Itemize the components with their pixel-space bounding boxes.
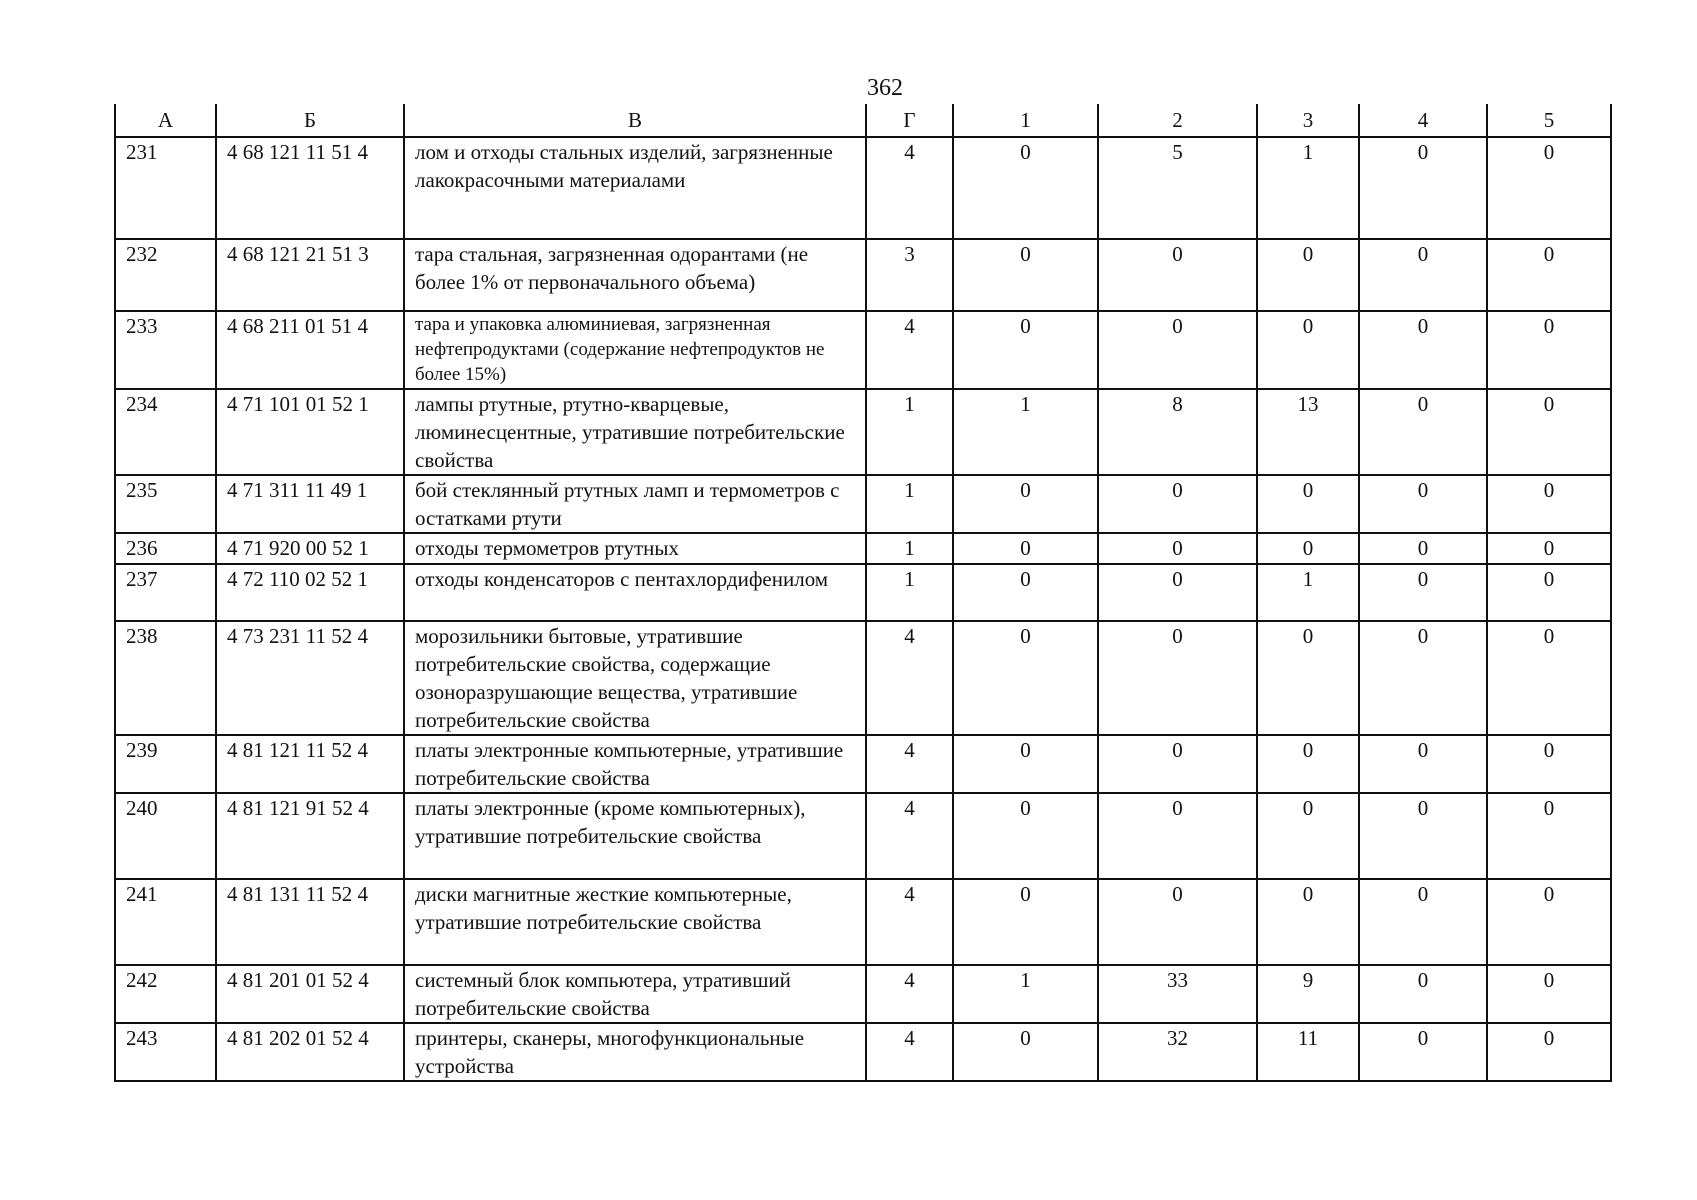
waste-description-cell: тара и упаковка алюминиевая, загрязненная нефтепродуктами (содержание нефтепродуктов не более 15%) bbox=[404, 311, 866, 389]
value-cell-5: 0 bbox=[1487, 533, 1611, 564]
value-cell-4: 0 bbox=[1359, 879, 1487, 965]
waste-description-cell: лампы ртутные, ртутно-кварцевые, люминесцентные, утратившие потребительские свойства bbox=[404, 389, 866, 475]
waste-description-cell: платы электронные компьютерные, утратившие потребительские свойства bbox=[404, 735, 866, 793]
table-row bbox=[115, 239, 1611, 311]
row-number-cell: 243 bbox=[115, 1023, 216, 1081]
column-header-2: 2 bbox=[1098, 104, 1257, 137]
waste-description-cell: морозильники бытовые, утратившие потребительские свойства, содержащие озоноразрушающие вещества, утратившие потребительские свойства bbox=[404, 621, 866, 735]
value-cell-1: 0 bbox=[953, 735, 1098, 793]
value-cell-3: 1 bbox=[1257, 137, 1359, 239]
waste-description-cell: системный блок компьютера, утративший потребительские свойства bbox=[404, 965, 866, 1023]
value-cell-5: 0 bbox=[1487, 475, 1611, 533]
column-header-g: Г bbox=[866, 104, 953, 137]
table-row bbox=[115, 965, 1611, 1023]
waste-code-cell: 4 81 121 91 52 4 bbox=[216, 793, 404, 879]
value-cell-2: 33 bbox=[1098, 965, 1257, 1023]
value-cell-3: 0 bbox=[1257, 475, 1359, 533]
value-cell-3: 13 bbox=[1257, 389, 1359, 475]
value-cell-1: 0 bbox=[953, 239, 1098, 311]
value-cell-3: 1 bbox=[1257, 564, 1359, 621]
waste-code-cell: 4 72 110 02 52 1 bbox=[216, 564, 404, 621]
value-cell-5: 0 bbox=[1487, 564, 1611, 621]
waste-table bbox=[114, 104, 1612, 1082]
value-cell-1: 1 bbox=[953, 389, 1098, 475]
value-cell-2: 0 bbox=[1098, 621, 1257, 735]
column-header-v: В bbox=[404, 104, 866, 137]
hazard-class-cell: 4 bbox=[866, 879, 953, 965]
waste-description-cell: диски магнитные жесткие компьютерные, утратившие потребительские свойства bbox=[404, 879, 866, 965]
waste-description-cell: принтеры, сканеры, многофункциональные устройства bbox=[404, 1023, 866, 1081]
waste-description-cell: бой стеклянный ртутных ламп и термометров с остатками ртути bbox=[404, 475, 866, 533]
value-cell-2: 0 bbox=[1098, 239, 1257, 311]
value-cell-5: 0 bbox=[1487, 735, 1611, 793]
column-header-1: 1 bbox=[953, 104, 1098, 137]
value-cell-5: 0 bbox=[1487, 879, 1611, 965]
value-cell-3: 0 bbox=[1257, 793, 1359, 879]
value-cell-4: 0 bbox=[1359, 239, 1487, 311]
value-cell-3: 0 bbox=[1257, 735, 1359, 793]
waste-code-cell: 4 71 311 11 49 1 bbox=[216, 475, 404, 533]
waste-code-cell: 4 71 101 01 52 1 bbox=[216, 389, 404, 475]
waste-description-cell: тара стальная, загрязненная одорантами (не более 1% от первоначального объема) bbox=[404, 239, 866, 311]
value-cell-1: 0 bbox=[953, 533, 1098, 564]
value-cell-1: 0 bbox=[953, 793, 1098, 879]
table-row bbox=[115, 793, 1611, 879]
table-row bbox=[115, 475, 1611, 533]
column-header-5: 5 bbox=[1487, 104, 1611, 137]
value-cell-2: 0 bbox=[1098, 475, 1257, 533]
value-cell-4: 0 bbox=[1359, 621, 1487, 735]
value-cell-3: 0 bbox=[1257, 311, 1359, 389]
value-cell-5: 0 bbox=[1487, 1023, 1611, 1081]
hazard-class-cell: 4 bbox=[866, 793, 953, 879]
value-cell-1: 0 bbox=[953, 621, 1098, 735]
value-cell-4: 0 bbox=[1359, 1023, 1487, 1081]
value-cell-4: 0 bbox=[1359, 137, 1487, 239]
row-number-cell: 236 bbox=[115, 533, 216, 564]
row-number-cell: 238 bbox=[115, 621, 216, 735]
row-number-cell: 239 bbox=[115, 735, 216, 793]
row-number-cell: 242 bbox=[115, 965, 216, 1023]
row-number-cell: 231 bbox=[115, 137, 216, 239]
value-cell-2: 8 bbox=[1098, 389, 1257, 475]
column-header-4: 4 bbox=[1359, 104, 1487, 137]
table-row bbox=[115, 533, 1611, 564]
table-row bbox=[115, 621, 1611, 735]
row-number-cell: 234 bbox=[115, 389, 216, 475]
value-cell-1: 0 bbox=[953, 475, 1098, 533]
table-row bbox=[115, 879, 1611, 965]
waste-code-cell: 4 71 920 00 52 1 bbox=[216, 533, 404, 564]
value-cell-3: 0 bbox=[1257, 239, 1359, 311]
waste-table-container bbox=[114, 104, 1610, 1082]
value-cell-5: 0 bbox=[1487, 389, 1611, 475]
waste-description-cell: лом и отходы стальных изделий, загрязненные лакокрасочными материалами bbox=[404, 137, 866, 239]
value-cell-3: 0 bbox=[1257, 533, 1359, 564]
waste-code-cell: 4 81 202 01 52 4 bbox=[216, 1023, 404, 1081]
waste-code-cell: 4 68 121 11 51 4 bbox=[216, 137, 404, 239]
column-header-b: Б bbox=[216, 104, 404, 137]
value-cell-2: 5 bbox=[1098, 137, 1257, 239]
value-cell-4: 0 bbox=[1359, 965, 1487, 1023]
value-cell-4: 0 bbox=[1359, 389, 1487, 475]
hazard-class-cell: 4 bbox=[866, 1023, 953, 1081]
hazard-class-cell: 3 bbox=[866, 239, 953, 311]
value-cell-5: 0 bbox=[1487, 137, 1611, 239]
table-row bbox=[115, 137, 1611, 239]
waste-code-cell: 4 81 201 01 52 4 bbox=[216, 965, 404, 1023]
waste-code-cell: 4 68 211 01 51 4 bbox=[216, 311, 404, 389]
value-cell-1: 0 bbox=[953, 879, 1098, 965]
row-number-cell: 237 bbox=[115, 564, 216, 621]
value-cell-4: 0 bbox=[1359, 475, 1487, 533]
value-cell-5: 0 bbox=[1487, 965, 1611, 1023]
row-number-cell: 233 bbox=[115, 311, 216, 389]
value-cell-2: 0 bbox=[1098, 793, 1257, 879]
value-cell-5: 0 bbox=[1487, 311, 1611, 389]
hazard-class-cell: 1 bbox=[866, 564, 953, 621]
value-cell-2: 0 bbox=[1098, 533, 1257, 564]
waste-code-cell: 4 81 121 11 52 4 bbox=[216, 735, 404, 793]
waste-description-cell: платы электронные (кроме компьютерных), утратившие потребительские свойства bbox=[404, 793, 866, 879]
value-cell-3: 11 bbox=[1257, 1023, 1359, 1081]
value-cell-3: 0 bbox=[1257, 879, 1359, 965]
value-cell-4: 0 bbox=[1359, 533, 1487, 564]
waste-code-cell: 4 68 121 21 51 3 bbox=[216, 239, 404, 311]
value-cell-3: 9 bbox=[1257, 965, 1359, 1023]
waste-description-cell: отходы термометров ртутных bbox=[404, 533, 866, 564]
hazard-class-cell: 1 bbox=[866, 475, 953, 533]
row-number-cell: 241 bbox=[115, 879, 216, 965]
value-cell-2: 0 bbox=[1098, 564, 1257, 621]
value-cell-2: 32 bbox=[1098, 1023, 1257, 1081]
value-cell-2: 0 bbox=[1098, 735, 1257, 793]
header-row bbox=[115, 104, 1611, 137]
value-cell-5: 0 bbox=[1487, 621, 1611, 735]
value-cell-4: 0 bbox=[1359, 793, 1487, 879]
hazard-class-cell: 4 bbox=[866, 965, 953, 1023]
table-row bbox=[115, 311, 1611, 389]
hazard-class-cell: 4 bbox=[866, 311, 953, 389]
table-row bbox=[115, 735, 1611, 793]
value-cell-1: 0 bbox=[953, 1023, 1098, 1081]
table-row bbox=[115, 564, 1611, 621]
hazard-class-cell: 1 bbox=[866, 533, 953, 564]
hazard-class-cell: 1 bbox=[866, 389, 953, 475]
hazard-class-cell: 4 bbox=[866, 735, 953, 793]
table-row bbox=[115, 1023, 1611, 1081]
table-row bbox=[115, 389, 1611, 475]
hazard-class-cell: 4 bbox=[866, 137, 953, 239]
row-number-cell: 232 bbox=[115, 239, 216, 311]
value-cell-1: 1 bbox=[953, 965, 1098, 1023]
page-number: 362 bbox=[867, 75, 903, 101]
value-cell-2: 0 bbox=[1098, 311, 1257, 389]
row-number-cell: 235 bbox=[115, 475, 216, 533]
value-cell-1: 0 bbox=[953, 564, 1098, 621]
value-cell-3: 0 bbox=[1257, 621, 1359, 735]
hazard-class-cell: 4 bbox=[866, 621, 953, 735]
value-cell-1: 0 bbox=[953, 137, 1098, 239]
column-header-a: А bbox=[115, 104, 216, 137]
waste-code-cell: 4 81 131 11 52 4 bbox=[216, 879, 404, 965]
waste-code-cell: 4 73 231 11 52 4 bbox=[216, 621, 404, 735]
value-cell-1: 0 bbox=[953, 311, 1098, 389]
row-number-cell: 240 bbox=[115, 793, 216, 879]
column-header-3: 3 bbox=[1257, 104, 1359, 137]
value-cell-4: 0 bbox=[1359, 311, 1487, 389]
waste-description-cell: отходы конденсаторов с пентахлордифенилом bbox=[404, 564, 866, 621]
value-cell-2: 0 bbox=[1098, 879, 1257, 965]
value-cell-5: 0 bbox=[1487, 793, 1611, 879]
value-cell-5: 0 bbox=[1487, 239, 1611, 311]
value-cell-4: 0 bbox=[1359, 735, 1487, 793]
value-cell-4: 0 bbox=[1359, 564, 1487, 621]
